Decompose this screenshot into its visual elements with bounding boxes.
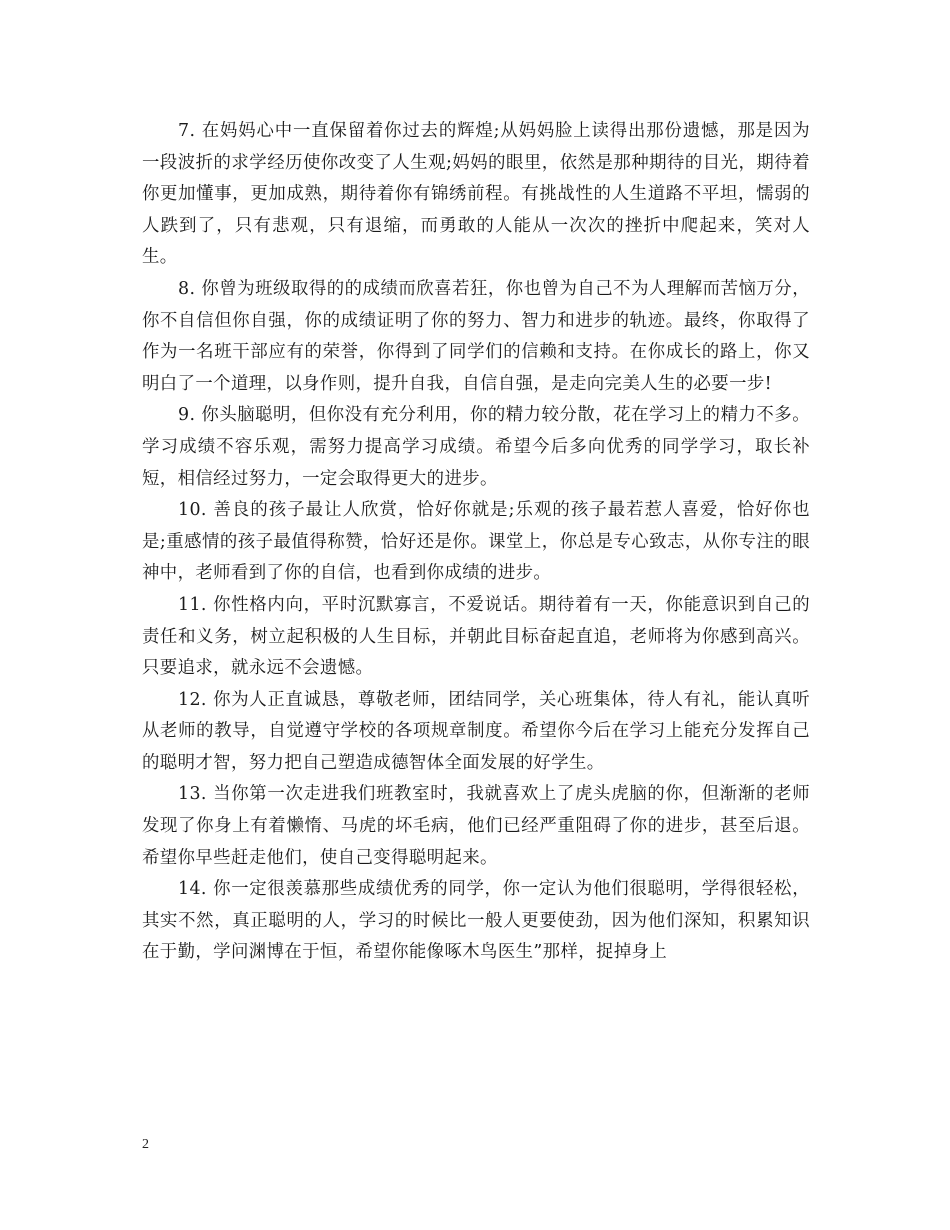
paragraph-14: 14. 你一定很羡慕那些成绩优秀的同学，你一定认为他们很聪明，学得很轻松，其实不然，真正聪明的人，学习的时候比一般人更要使劲，因为他们深知，积累知识在于勤，学问渊博在于恒，希望你能像啄木鸟医生”那样，捉掉身上 [142,879,810,963]
paragraph-9: 9. 你头脑聪明，但你没有充分利用，你的精力较分散，花在学习上的精力不多。学习成绩不容乐观，需努力提高学习成绩。希望今后多向优秀的同学学习，取长补短，相信经过努力，一定会取得更大的进步。 [142,405,810,489]
paragraph-11: 11. 你性格内向，平时沉默寡言，不爱说话。期待着有一天，你能意识到自己的责任和义务，树立起积极的人生目标，并朝此目标奋起直追，老师将为你感到高兴。只要追求，就永远不会遗憾。 [142,594,810,679]
page-number: 2 [142,1137,149,1152]
paragraph-7: 7. 在妈妈心中一直保留着你过去的辉煌;从妈妈脸上读得出那份遗憾，那是因为一段波折的求学经历使你改变了人生观;妈妈的眼里，依然是那种期待的目光，期待着你更加懂事，更加成熟，期待着你有锦绣前程。有挑战性的人生道路不平坦，懦弱的人跌到了，只有悲观，只有退缩，而勇敢的人能从一次次的挫折中爬起来，笑对人生。 [142,121,810,268]
paragraph-8: 8. 你曾为班级取得的的成绩而欣喜若狂，你也曾为自己不为人理解而苦恼万分，你不自信但你自强，你的成绩证明了你的努力、智力和进步的轨迹。最终，你取得了作为一名班干部应有的荣誉，你得到了同学们的信赖和支持。在你成长的路上，你又明白了一个道理，以身作则，提升自我，自信自强，是走向完美人生的必要一步! [142,278,810,394]
paragraph-10: 10. 善良的孩子最让人欣赏，恰好你就是;乐观的孩子最若惹人喜爱，恰好你也是;重感情的孩子最值得称赞，恰好还是你。课堂上，你总是专心致志，从你专注的眼神中，老师看到了你的自信，也看到你成绩的进步。 [142,500,810,584]
document-body [142,116,810,969]
paragraph-12: 12. 你为人正直诚恳，尊敬老师，团结同学，关心班集体，待人有礼，能认真听从老师的教导，自觉遵守学校的各项规章制度。希望你今后在学习上能充分发挥自己的聪明才智，努力把自己塑造成德智体全面发展的好学生。 [142,689,810,773]
paragraph-13: 13. 当你第一次走进我们班教室时，我就喜欢上了虎头虎脑的你，但渐渐的老师发现了你身上有着懒惰、马虎的坏毛病，他们已经严重阻碍了你的进步，甚至后退。希望你早些赶走他们，使自己变得聪明起来。 [142,784,810,868]
